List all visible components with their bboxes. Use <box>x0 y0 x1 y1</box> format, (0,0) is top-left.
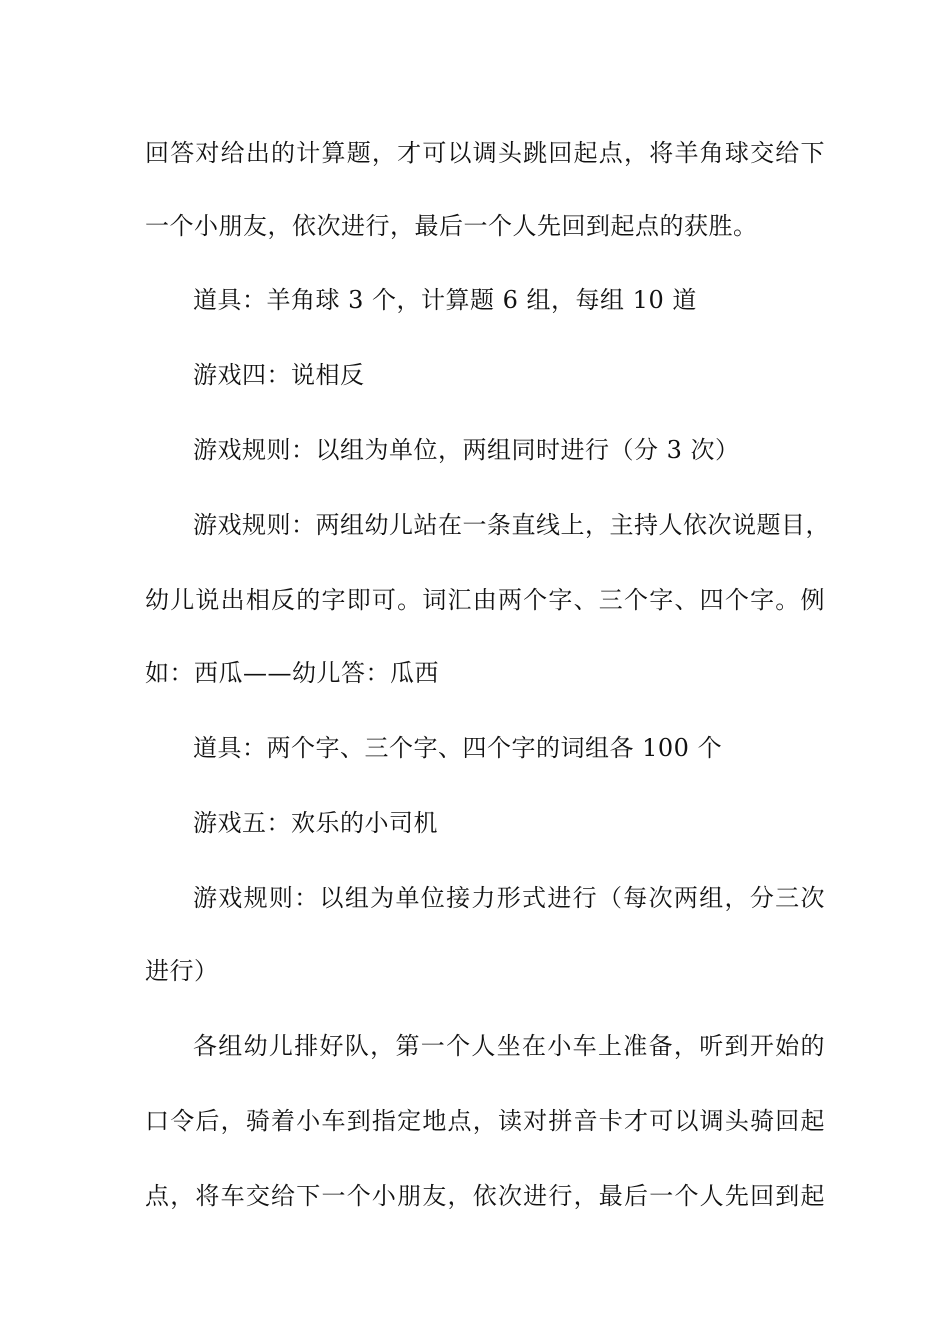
paragraph-line: 幼儿说出相反的字即可。词汇由两个字、三个字、四个字。例 <box>145 586 825 614</box>
props-line: 道具：羊角球 3 个，计算题 6 组，每组 10 道 <box>193 286 697 314</box>
paragraph-line: 一个小朋友，依次进行，最后一个人先回到起点的获胜。 <box>145 212 758 240</box>
paragraph-line: 口令后，骑着小车到指定地点，读对拼音卡才可以调头骑回起 <box>145 1107 825 1135</box>
rules-line: 游戏规则：两组幼儿站在一条直线上，主持人依次说题目， <box>193 511 830 539</box>
section-heading: 游戏五：欢乐的小司机 <box>193 809 438 837</box>
paragraph-line: 进行） <box>145 957 219 985</box>
section-heading: 游戏四：说相反 <box>193 361 365 389</box>
paragraph-line: 回答对给出的计算题，才可以调头跳回起点，将羊角球交给下 <box>145 139 825 167</box>
paragraph-line: 各组幼儿排好队，第一个人坐在小车上准备，听到开始的 <box>193 1032 825 1060</box>
rules-line: 游戏规则：以组为单位，两组同时进行（分 3 次） <box>193 436 740 464</box>
props-line: 道具：两个字、三个字、四个字的词组各 100 个 <box>193 734 723 762</box>
paragraph-line: 点，将车交给下一个小朋友，依次进行，最后一个人先回到起 <box>145 1182 825 1210</box>
paragraph-line: 如：西瓜——幼儿答：瓜西 <box>145 659 439 687</box>
rules-line: 游戏规则：以组为单位接力形式进行（每次两组，分三次 <box>193 884 825 912</box>
